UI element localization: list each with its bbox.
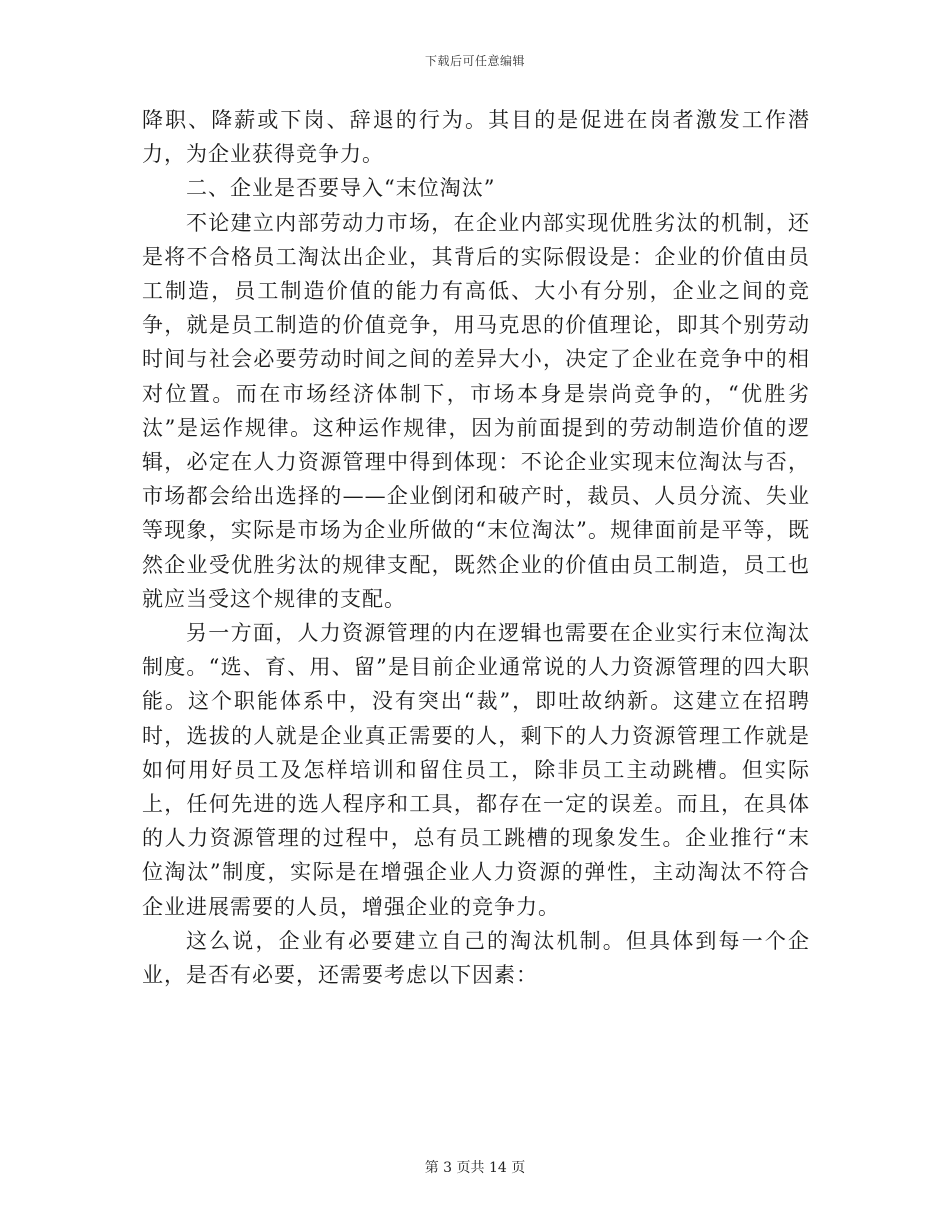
paragraph: 另一方面，人力资源管理的内在逻辑也需要在企业实行末位淘汰制度。“选、育、用、留”是目前企业通常说的人力资源管理的四大职能。这个职能体系中，没有突出“裁”，即吐故纳新。这建立在招聘时，选拔的人就是企业真正需要的人，剩下的人力资源管理工作就是如何用好员工及怎样培训和留住员工，除非员工主动跳槽。但实际上，任何先进的选人程序和工具，都存在一定的误差。而且，在具体的人力资源管理的过程中，总有员工跳槽的现象发生。企业推行“末位淘汰”制度，实际是在增强企业人力资源的弹性，主动淘汰不符合企业进展需要的人员，增强企业的竞争力。 (142, 621, 810, 919)
page-header: 下载后可任意编辑 (424, 54, 525, 68)
page-number: 第 3 页共 14 页 (424, 1160, 526, 1176)
section-heading: 二、企业是否要导入“末位淘汰” (186, 176, 496, 201)
paragraph-continuation: 降职、降薪或下岗、辞退的行为。其目的是促进在岗者激发工作潜力，为企业获得竞争力。 (142, 108, 810, 167)
paragraph: 不论建立内部劳动力市场，在企业内部实现优胜劣汰的机制，还是将不合格员工淘汰出企业，其背后的实际假设是：企业的价值由员工制造，员工制造价值的能力有高低、大小有分别，企业之间的竞争，就是员工制造的价值竞争，用马克思的价值理论，即其个别劳动时间与社会必要劳动时间之间的差异大小，决定了企业在竞争中的相对位置。而在市场经济体制下，市场本身是崇尚竞争的，“优胜劣汰”是运作规律。这种运作规律，因为前面提到的劳动制造价值的逻辑，必定在人力资源管理中得到体现：不论企业实现末位淘汰与否，市场都会给出选择的——企业倒闭和破产时，裁员、人员分流、失业等现象，实际是市场为企业所做的“末位淘汰”。规律面前是平等，既然企业受优胜劣汰的规律支配，既然企业的价值由员工制造，员工也就应当受这个规律的支配。 (142, 210, 810, 611)
document-body (142, 103, 810, 992)
paragraph: 这么说，企业有必要建立自己的淘汰机制。但具体到每一个企业，是否有必要，还需要考虑以下因素： (142, 928, 810, 988)
